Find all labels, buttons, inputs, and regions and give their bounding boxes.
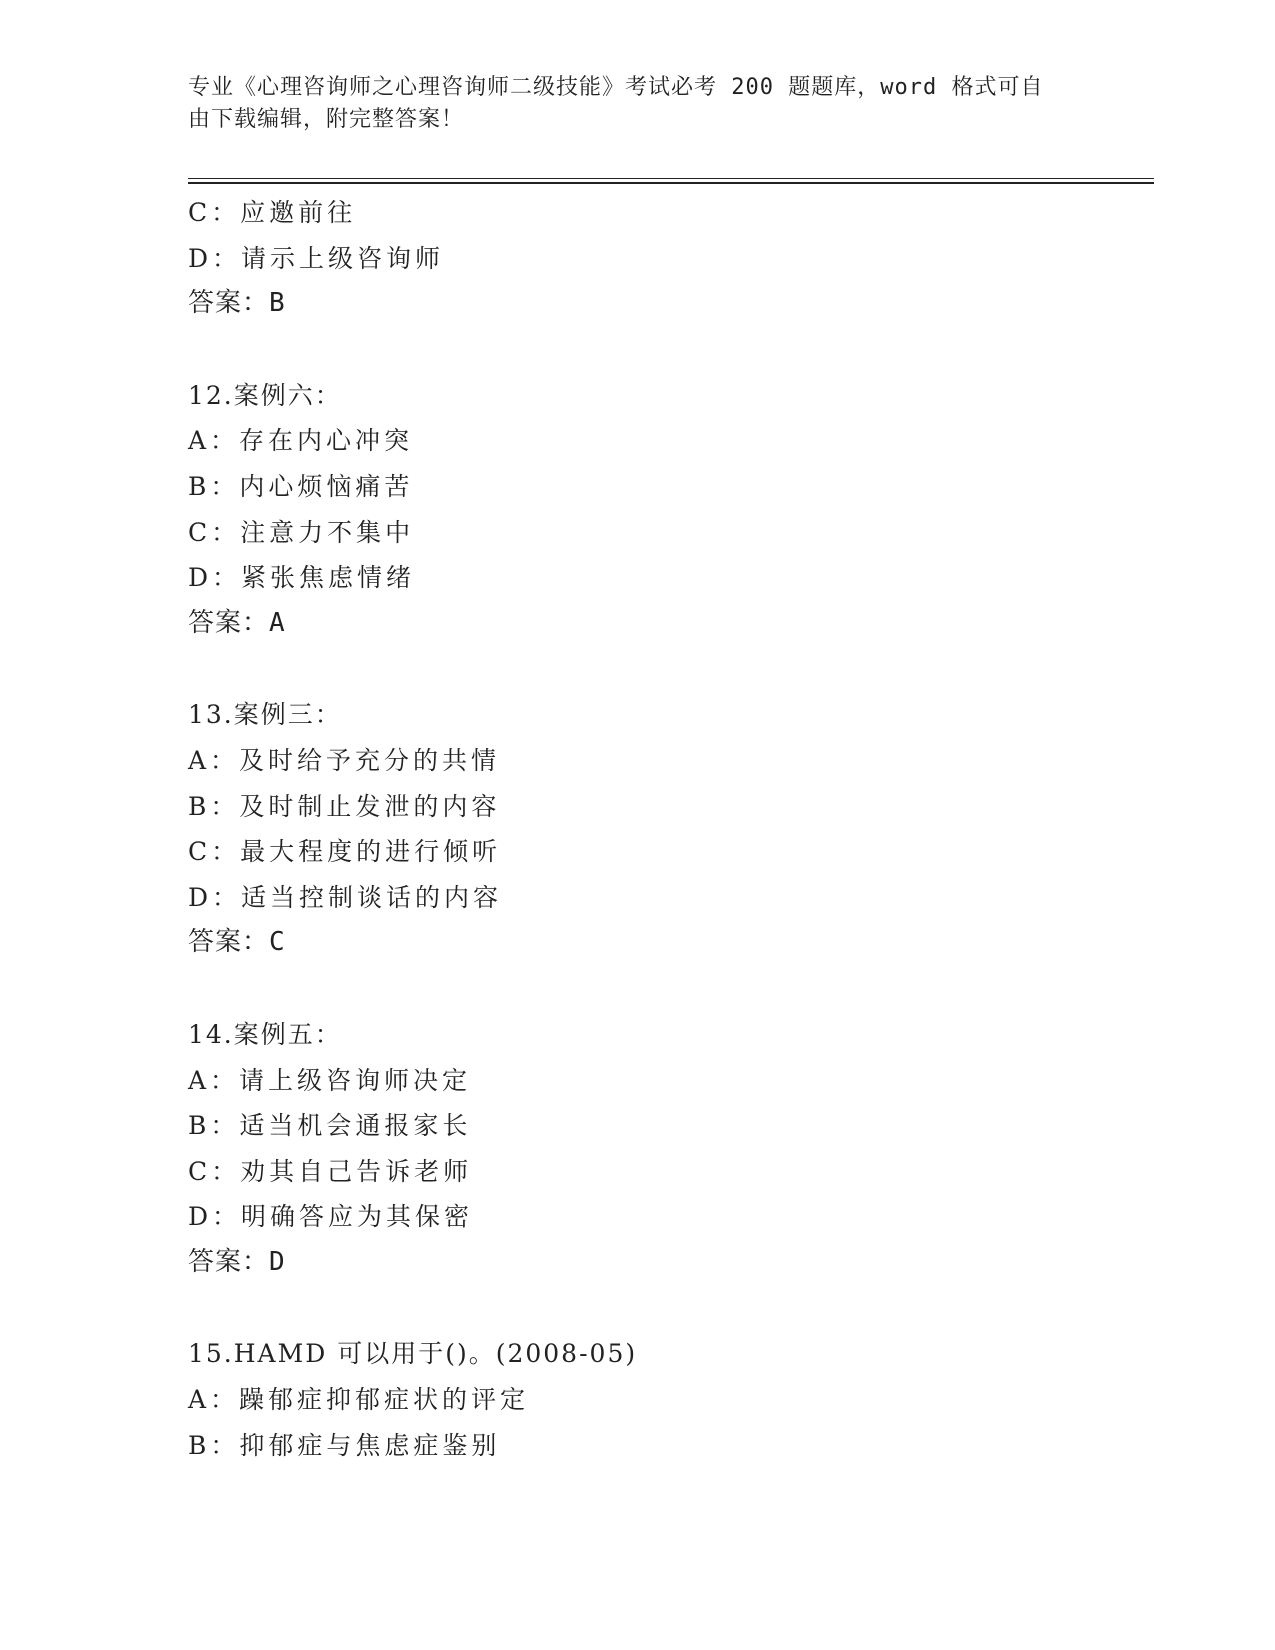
answer-line bbox=[188, 601, 1154, 647]
option-line: D：适当控制谈话的内容 bbox=[188, 882, 503, 912]
option-line: D：明确答应为其保密 bbox=[188, 1202, 474, 1232]
option-line: D：请示上级咨询师 bbox=[188, 243, 445, 273]
option-line: A：存在内心冲突 bbox=[188, 426, 414, 456]
answer-label: 答案： bbox=[188, 927, 270, 958]
document-header bbox=[188, 72, 1068, 136]
answer-label: 答案： bbox=[188, 607, 270, 638]
option-line: C：注意力不集中 bbox=[188, 517, 415, 547]
question-title: 12.案例六： bbox=[188, 380, 342, 410]
option-line: C：劝其自己告诉老师 bbox=[188, 1156, 473, 1186]
answer-line bbox=[188, 920, 1154, 966]
option-line: B：适当机会通报家长 bbox=[188, 1111, 472, 1141]
answer-line bbox=[188, 1240, 1154, 1286]
answer-label: 答案： bbox=[188, 1246, 270, 1277]
question-list bbox=[188, 190, 1154, 1468]
option-line: C：应邀前往 bbox=[188, 198, 357, 227]
answer-label: 答案： bbox=[188, 288, 270, 319]
option-line: B：抑郁症与焦虑症鉴别 bbox=[188, 1430, 501, 1460]
option-line: A：躁郁症抑郁症状的评定 bbox=[188, 1385, 530, 1415]
question-title: 13.案例三： bbox=[188, 700, 342, 730]
answer-value: C bbox=[269, 927, 286, 958]
header-divider bbox=[188, 178, 1154, 184]
answer-value: B bbox=[269, 288, 286, 319]
option-line: A：及时给予充分的共情 bbox=[188, 745, 501, 775]
option-line: C：最大程度的进行倾听 bbox=[188, 837, 502, 867]
option-line: B：内心烦恼痛苦 bbox=[188, 471, 414, 501]
answer-line bbox=[188, 281, 1154, 327]
answer-value: A bbox=[269, 607, 286, 638]
header-line-2: 由下载编辑，附完整答案！ bbox=[188, 107, 465, 132]
option-line: B：及时制止发泄的内容 bbox=[188, 791, 501, 821]
option-line: A：请上级咨询师决定 bbox=[188, 1065, 472, 1095]
question-title: 15.HAMD 可以用于()。(2008-05) bbox=[188, 1339, 638, 1369]
answer-value: D bbox=[269, 1246, 286, 1277]
question-title: 14.案例五： bbox=[188, 1019, 342, 1049]
option-line: D：紧张焦虑情绪 bbox=[188, 563, 416, 593]
header-line-1: 专业《心理咨询师之心理咨询师二级技能》考试必考 200 题题库，word 格式可自 bbox=[188, 75, 1044, 100]
